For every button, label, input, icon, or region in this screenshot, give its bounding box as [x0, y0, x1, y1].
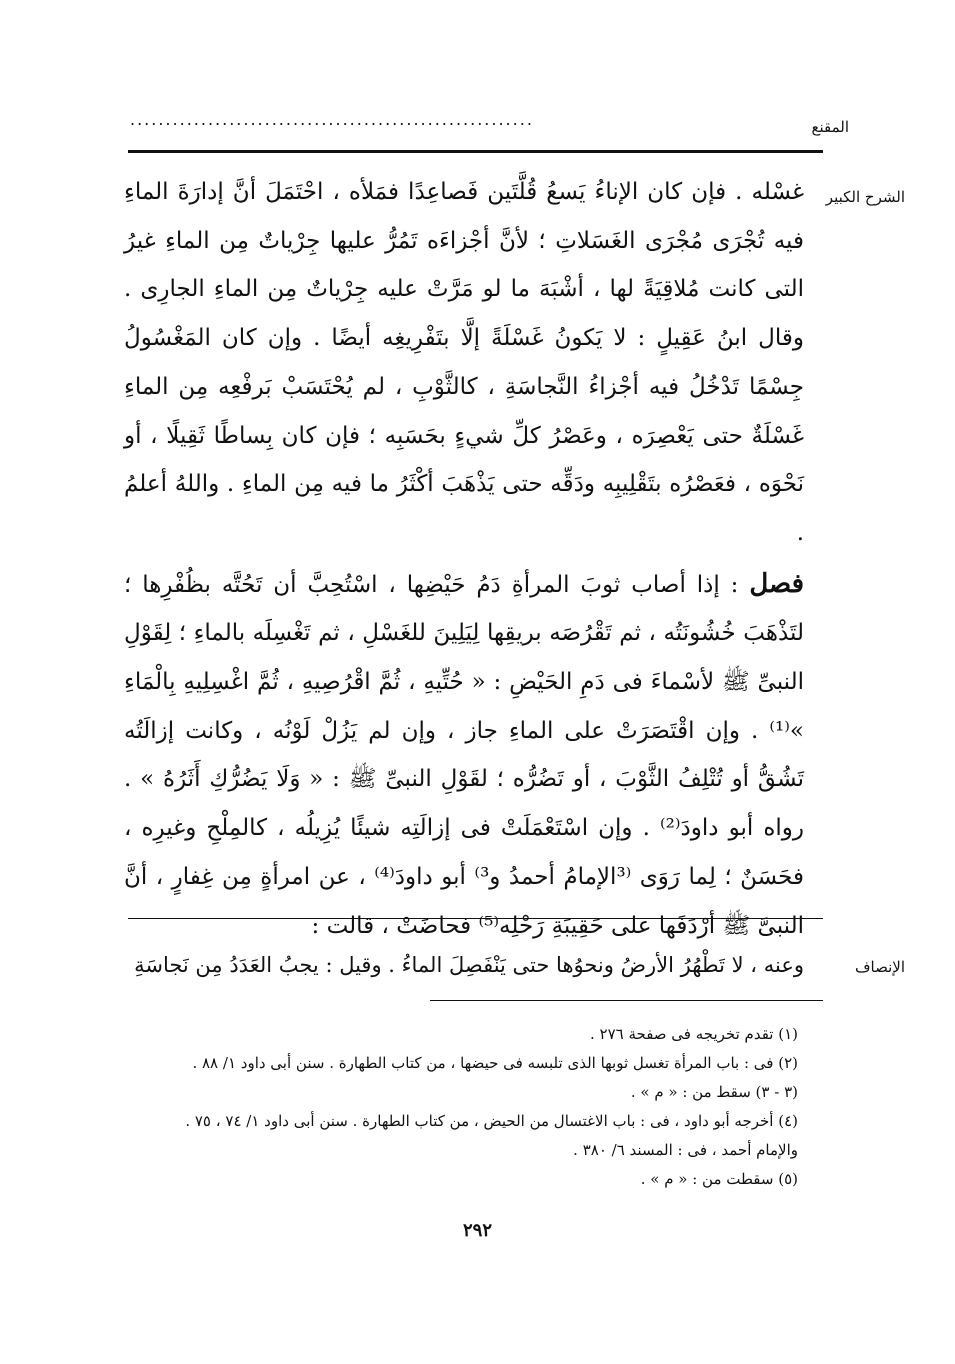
- footnote-separator: [430, 1000, 823, 1001]
- footnote-4-continued: والإمام أحمد ، فى : المسند ٦/ ٣٨٠ .: [573, 1141, 798, 1159]
- header-rule: [128, 150, 823, 153]
- fasl-heading: فصل: [749, 568, 804, 599]
- footnote-4: (٤) أخرجه أبو داود ، فى : باب الاغتسال من الحيض ، من كتاب الطهارة . سنن أبى داود ١/ ٧٤ ، ٧٥ .: [185, 1112, 798, 1130]
- side-label-insaf: الإنصاف: [854, 958, 905, 976]
- side-label-sharh-alkabir: الشرح الكبير: [825, 188, 905, 206]
- insaf-text: وعنه ، لا تَطْهُرُ الأرضُ ونحوُها حتى يَنْفَصِلَ الماءُ . وقيل : يجبُ العَدَدُ مِن نَجاسَةِ: [134, 953, 804, 977]
- section-divider: [128, 918, 823, 919]
- footnote-2: (٢) فى : باب المرأة تغسل ثوبها الذى تلبسه فى حيضها ، من كتاب الطهارة . سنن أبى داود ١/ ٨٨ .: [192, 1054, 798, 1072]
- fasl-body: : إذا أصاب ثوبَ المرأةِ دَمُ حَيْضِها ، اسْتُحِبَّ أن تَحُتَّه بظُفْرِها ؛ لتَذْهَبَ خُشُونَتُه ، ثم تَقْرُصَه بريقِها لِيَلِينَ للغَسْلِ ، ثم تَغْسِلَه بالماءِ ؛ لِقَوْلِ النبىِّ ﷺ لأسْماءَ فى دَمِ الحَيْضِ : « حُتِّيهِ ، ثُمَّ اقْرُصِيهِ ، ثُمَّ اغْسِلِيهِ بِالْمَاءِ »⁽¹⁾ . وإن اقْتَصَرَتْ على الماءِ جاز ، وإن لم يَزُلْ لَوْنُه ، وكانت إزالَتُه تَشُقُّ أو تُتْلِفُ الثَّوْبَ ، أو تَضُرُّه ؛ لقَوْلِ النبىِّ ﷺ : « وَلَا يَضُرُّكِ أَثَرُهُ » . رواه أبو داودَ⁽²⁾ . وإن اسْتَعْمَلَتْ فى إزالَتِه شيئًا يُزِيلُه ، كالمِلْحِ وغيرِه ، فحَسَنٌ ؛ لِما رَوَى ⁽³الإمامُ أحمدُ و³⁾ أبو داودَ⁽⁴⁾ ، عن امرأةٍ مِن غِفارٍ ، أنَّ النبىَّ ﷺ أرْدَفَها على حَقِيبَةِ رَحْلِه⁽⁵⁾ فحاضَتْ ، قالت :: [124, 571, 804, 939]
- commentary-paragraph-1: غسْله . فإن كان الإناءُ يَسعُ قُلَّتَين فَصاعِدًا فمَلأه ، احْتَمَلَ أنَّ إدارَةَ الماءِ فيه تُجْرَى مُجْرَى الغَسَلاتِ ؛ لأنَّ أجْزاءَه تَمُرُّ عليها جِرْياتٌ مِن الماءِ غيرُ التى كانت مُلاقِيَةً لها ، أشْبَهَ ما لو مَرَّتْ عليه جِرْياتٌ مِن الماءِ الجارِى . وقال ابنُ عَقِيلٍ : لا يَكونُ غَسْلَةً إلَّا بتَفْرِيغِه أيضًا . وإن كان المَغْسُولُ جِسْمًا تَدْخُلُ فيه أجْزاءُ النَّجاسَةِ ، كالثَّوْبِ ، لم يُحْتَسَبْ بَرفْعِه مِن الماءِ غَسْلَةٌ حتى يَعْصِرَه ، وعَصْرُ كلِّ شيءٍ بحَسَبِه ؛ فإن كان بِساطًا ثَقِيلًا ، أو نَحْوَه ، فعَصْرُه بتَقْلِيبِه ودَقِّه حتى يَذْهَبَ أكْثَرُ ما فيه مِن الماءِ . واللهُ أعلمُ .: [124, 179, 804, 546]
- footnote-1: (١) تقدم تخريجه فى صفحة ٢٧٦ .: [589, 1025, 798, 1043]
- page-number: ٢٩٢: [462, 1220, 492, 1241]
- footnotes: [128, 1020, 798, 1194]
- footnote-3: (٣ - ٣) سقط من : « م » .: [630, 1083, 798, 1101]
- footnote-5: (٥) سقطت من : « م » .: [640, 1170, 798, 1188]
- running-header-title: المقنع: [811, 118, 849, 136]
- main-commentary-text: [124, 168, 804, 950]
- commentary-paragraph-2: [124, 560, 804, 951]
- running-header-dots: .........................................................: [130, 110, 534, 129]
